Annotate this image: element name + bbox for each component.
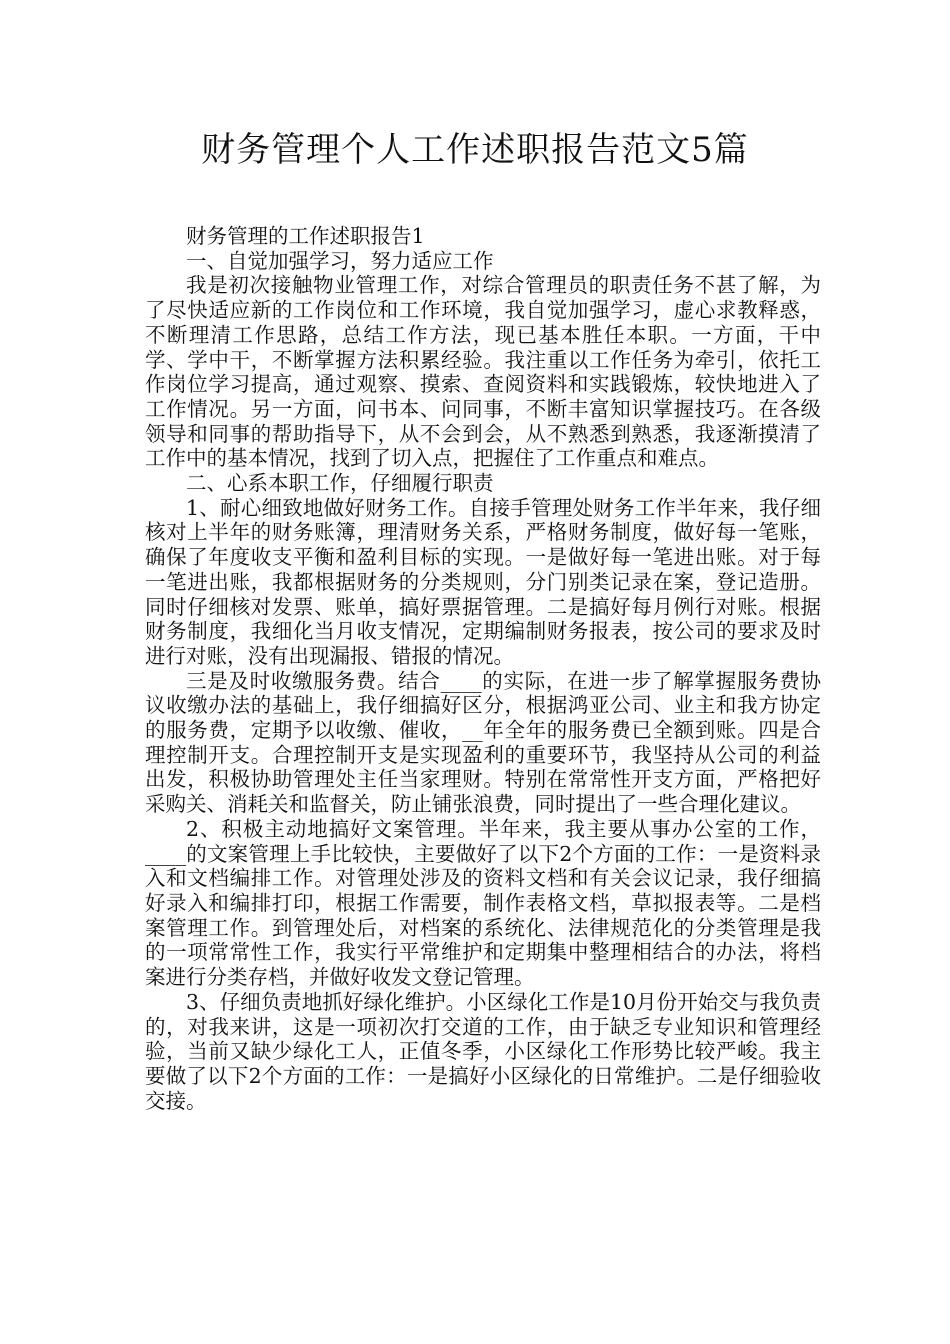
report-heading: 财务管理的工作述职报告1: [186, 224, 425, 248]
body-paragraph: 1、耐心细致地做好财务工作。自接手管理处财务工作半年来，我仔细核对上半年的财务账簿，理清财务关系，严格财务制度，做好每一笔账，确保了年度收支平衡和盈利目标的实现。一是做好每一笔进出账。对于每一笔进出账，我都根据财务的分类规则，分门别类记录在案，登记造册。同时仔细核对发票、账单，搞好票据管理。二是搞好每月例行对账。根据财务制度，我细化当月收支情况，定期编制财务报表，按公司的要求及时进行对账，没有出现漏报、错报的情况。: [145, 495, 821, 668]
document-body: [145, 224, 821, 1113]
body-paragraph: 三是及时收缴服务费。结合____的实际，在进一步了解掌握服务费协议收缴办法的基础上，我仔细搞好区分，根据鸿亚公司、业主和我方协定的服务费，定期予以收缴、催收，__年全年的服务费已全额到账。四是合理控制开支。合理控制开支是实现盈利的重要环节，我坚持从公司的利益出发，积极协助管理处主任当家理财。特别在常常性开支方面，严格把好采购关、消耗关和监督关，防止铺张浪费，同时提出了一些合理化建议。: [145, 668, 821, 817]
body-paragraph: 我是初次接触物业管理工作，对综合管理员的职责任务不甚了解，为了尽快适应新的工作岗位和工作环境，我自觉加强学习，虚心求教释惑，不断理清工作思路，总结工作方法，现已基本胜任本职。一方面，干中学、学中干，不断掌握方法积累经验。我注重以工作任务为牵引，依托工作岗位学习提高，通过观察、摸索、查阅资料和实践锻炼，较快地进入了工作情况。另一方面，问书本、问同事，不断丰富知识掌握技巧。在各级领导和同事的帮助指导下，从不会到会，从不熟悉到熟悉，我逐渐摸清了工作中的基本情况，找到了切入点，把握住了工作重点和难点。: [145, 273, 821, 471]
section-heading-2: 二、心系本职工作，仔细履行职责: [186, 471, 494, 496]
document-title: 财务管理个人工作述职报告范文5篇: [201, 130, 749, 170]
section-heading-1: 一、自觉加强学习，努力适应工作: [186, 248, 494, 273]
body-paragraph: 2、积极主动地搞好文案管理。半年来，我主要从事办公室的工作，____的文案管理上手比较快，主要做好了以下2个方面的工作：一是资料录入和文档编排工作。对管理处涉及的资料文档和有关会议记录，我仔细搞好录入和编排打印，根据工作需要，制作表格文档，草拟报表等。二是档案管理工作。到管理处后，对档案的系统化、法律规范化的分类管理是我的一项常常性工作，我实行平常维护和定期集中整理相结合的办法，将档案进行分类存档，并做好收发文登记管理。: [145, 816, 821, 990]
body-paragraph: 3、仔细负责地抓好绿化维护。小区绿化工作是10月份开始交与我负责的，对我来讲，这是一项初次打交道的工作，由于缺乏专业知识和管理经验，当前又缺少绿化工人，正值冬季，小区绿化工作形势比较严峻。我主要做了以下2个方面的工作：一是搞好小区绿化的日常维护。二是仔细验收交接。: [145, 989, 821, 1113]
